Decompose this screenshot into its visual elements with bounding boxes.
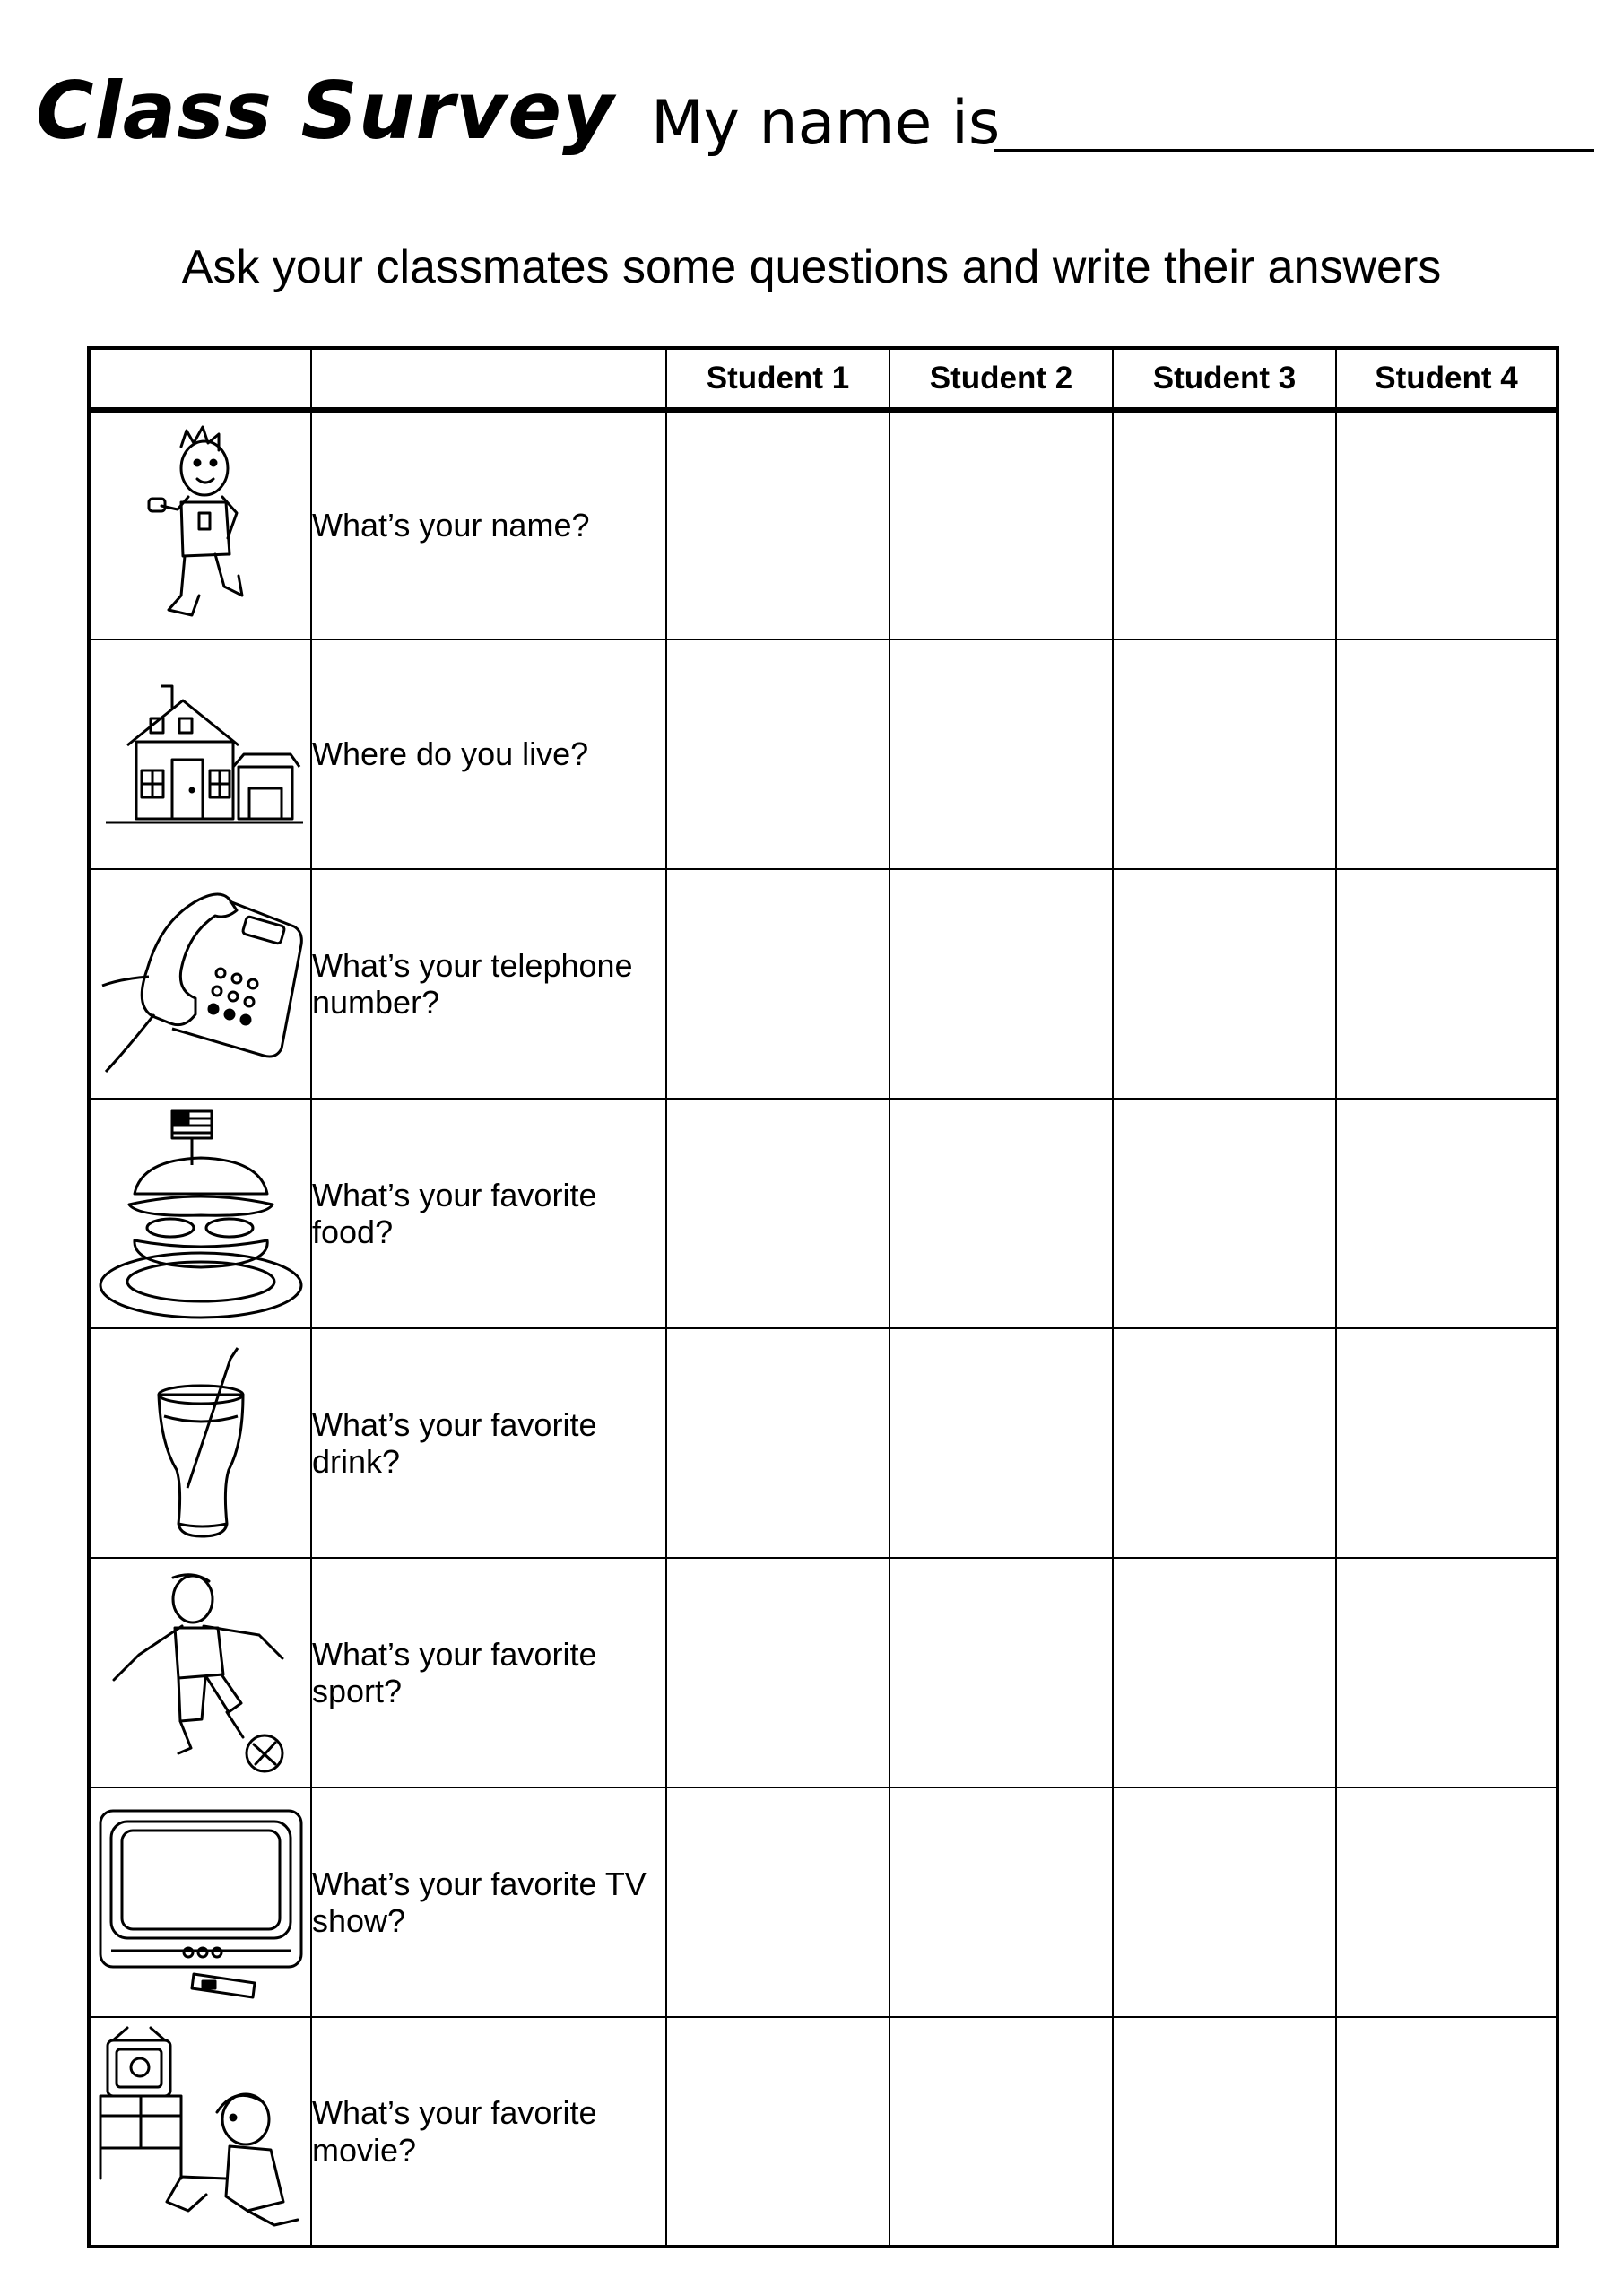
hamburger-icon (95, 1106, 307, 1321)
answer-cell-student-1[interactable] (666, 1099, 890, 1328)
answer-cell-student-2[interactable] (890, 1787, 1113, 2017)
answer-cell-student-3[interactable] (1113, 1099, 1336, 1328)
answer-cell-student-3[interactable] (1113, 639, 1336, 869)
table-header-row (89, 348, 1558, 410)
header-question-col (311, 348, 666, 410)
header-student-2: Student 2 (890, 348, 1113, 410)
answer-cell-student-4[interactable] (1336, 1328, 1558, 1558)
table-row (89, 1558, 1558, 1787)
header-student-3: Student 3 (1113, 348, 1336, 410)
table-row (89, 1328, 1558, 1558)
question-cell: What’s your favorite sport? (311, 1558, 666, 1787)
question-cell: What’s your favorite drink? (311, 1328, 666, 1558)
answer-cell-student-4[interactable] (1336, 2017, 1558, 2247)
running-boy-icon (129, 420, 273, 631)
header-icon-col (89, 348, 311, 410)
header-student-1: Student 1 (666, 348, 890, 410)
table-row (89, 1099, 1558, 1328)
answer-cell-student-2[interactable] (890, 2017, 1113, 2247)
name-blank-line[interactable] (994, 149, 1594, 152)
television-icon (95, 1798, 307, 2006)
name-label: My name is (651, 88, 1001, 159)
answer-cell-student-2[interactable] (890, 1099, 1113, 1328)
answer-cell-student-4[interactable] (1336, 869, 1558, 1099)
answer-cell-student-2[interactable] (890, 1328, 1113, 1558)
table-row (89, 410, 1558, 639)
answer-cell-student-1[interactable] (666, 1787, 890, 2017)
question-cell: Where do you live? (311, 639, 666, 869)
instructions: Ask your classmates some questions and write their answers (181, 241, 1442, 293)
answer-cell-student-4[interactable] (1336, 1787, 1558, 2017)
answer-cell-student-1[interactable] (666, 1558, 890, 1787)
answer-cell-student-2[interactable] (890, 1558, 1113, 1787)
answer-cell-student-2[interactable] (890, 639, 1113, 869)
question-cell: What’s your telephone number? (311, 869, 666, 1099)
answer-cell-student-3[interactable] (1113, 1328, 1336, 1558)
question-cell: What’s your favorite TV show? (311, 1787, 666, 2017)
answer-cell-student-3[interactable] (1113, 1787, 1336, 2017)
table-row (89, 2017, 1558, 2247)
answer-cell-student-4[interactable] (1336, 1558, 1558, 1787)
soccer-player-icon (107, 1569, 295, 1777)
telephone-icon (95, 880, 307, 1088)
answer-cell-student-4[interactable] (1336, 1099, 1558, 1328)
drink-glass-icon (152, 1344, 250, 1542)
table-row (89, 869, 1558, 1099)
answer-cell-student-1[interactable] (666, 1328, 890, 1558)
answer-cell-student-1[interactable] (666, 639, 890, 869)
boy-watching-movie-icon (95, 2026, 307, 2238)
house-icon (97, 683, 305, 826)
question-cell: What’s your favorite movie? (311, 2017, 666, 2247)
answer-cell-student-1[interactable] (666, 410, 890, 639)
answer-cell-student-1[interactable] (666, 2017, 890, 2247)
answer-cell-student-4[interactable] (1336, 639, 1558, 869)
answer-cell-student-3[interactable] (1113, 869, 1336, 1099)
question-cell: What’s your name? (311, 410, 666, 639)
answer-cell-student-3[interactable] (1113, 1558, 1336, 1787)
header-student-4: Student 4 (1336, 348, 1558, 410)
answer-cell-student-1[interactable] (666, 869, 890, 1099)
answer-cell-student-4[interactable] (1336, 410, 1558, 639)
answer-cell-student-3[interactable] (1113, 410, 1336, 639)
answer-cell-student-2[interactable] (890, 869, 1113, 1099)
page-title: Class Survey (36, 65, 615, 157)
survey-table (87, 346, 1559, 2248)
answer-cell-student-3[interactable] (1113, 2017, 1336, 2247)
table-row (89, 1787, 1558, 2017)
answer-cell-student-2[interactable] (890, 410, 1113, 639)
question-cell: What’s your favorite food? (311, 1099, 666, 1328)
table-row (89, 639, 1558, 869)
